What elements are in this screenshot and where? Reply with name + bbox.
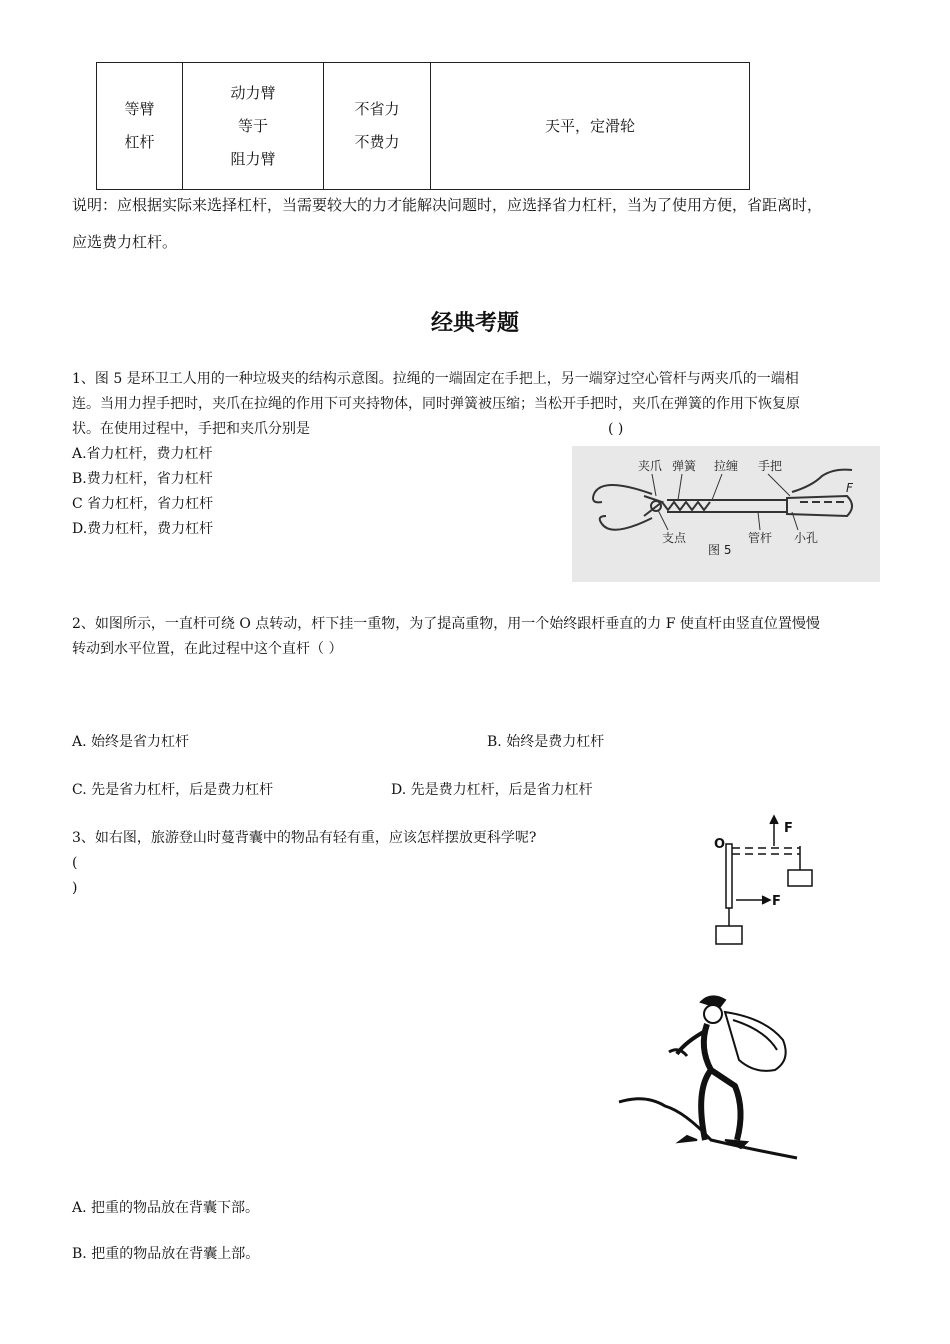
garbage-clamp-diagram xyxy=(572,446,880,582)
lever-type-cell xyxy=(97,63,183,190)
q1-line3: 状。在使用过程中，手把和夹爪分别是 xyxy=(72,421,310,437)
q2-line1: 2、如图所示，一直杆可绕 O 点转动，杆下挂一重物，为了提高重物，用一个始终跟杆垂直的力 F 使直杆由竖直位置慢慢 xyxy=(72,616,820,632)
force-line2: 不费力 xyxy=(354,133,400,151)
label-force: F xyxy=(846,481,853,495)
q2-option-b: B. 始终是费力杠杆 xyxy=(487,734,605,750)
hiker-illustration xyxy=(615,990,805,1160)
lever-type-line1: 等臂 xyxy=(124,100,155,118)
q2-line2: 转动到水平位置，在此过程中这个直杆（ ） xyxy=(72,641,343,657)
note-line1: 说明：应根据实际来选择杠杆，当需要较大的力才能解决问题时，应选择省力杠杆，当为了使用方便，省距离时， xyxy=(72,196,823,214)
label-figure-5: 图 5 xyxy=(708,543,732,557)
q2-option-d: D. 先是费力杠杆，后是省力杠杆 xyxy=(391,782,593,798)
label-pivot-o: O xyxy=(714,837,726,852)
q1-option-a: A.省力杠杆，费力杠杆 xyxy=(72,446,213,462)
q3-paren-close: ) xyxy=(72,880,78,896)
label-tube: 管杆 xyxy=(748,531,773,545)
note-line2: 应选费力杠杆。 xyxy=(72,233,178,251)
label-rope: 拉缠 xyxy=(714,459,739,473)
table-row xyxy=(97,63,750,190)
label-spring: 弹簧 xyxy=(672,459,697,473)
label-force-up: F xyxy=(784,821,793,836)
q1-line1: 1、图 5 是环卫工人用的一种垃圾夹的结构示意图。拉绳的一端固定在手把上，另一端穿过空心管杆与两夹爪的一端相 xyxy=(72,371,799,387)
lever-table xyxy=(96,62,750,190)
force-line1: 不省力 xyxy=(354,100,400,118)
lever-rotation-figure xyxy=(710,810,820,955)
q1-answer-paren: ( ) xyxy=(608,421,624,437)
q3-option-b: B. 把重的物品放在背囊上部。 xyxy=(72,1246,260,1262)
lever-type-line2: 杠杆 xyxy=(124,133,155,151)
force-cell xyxy=(324,63,431,190)
section-title: 经典考题 xyxy=(430,311,519,336)
q3-option-a: A. 把重的物品放在背囊下部。 xyxy=(72,1200,260,1216)
lever-rotation-diagram xyxy=(710,810,820,955)
label-fulcrum: 支点 xyxy=(662,531,687,545)
q1-option-d: D.费力杠杆，费力杠杆 xyxy=(72,521,214,537)
arm-line3: 阻力臂 xyxy=(230,149,276,168)
q2-option-a: A. 始终是省力杠杆 xyxy=(72,734,190,750)
label-force-right: F xyxy=(772,894,781,909)
q1-line2: 连。当用力捏手把时，夹爪在拉绳的作用下可夹持物体，同时弹簧被压缩；当松开手把时，夹爪在弹簧的作用下恢复原 xyxy=(72,396,800,412)
q2-option-c: C. 先是省力杠杆，后是费力杠杆 xyxy=(72,782,274,798)
label-hole: 小孔 xyxy=(794,531,819,545)
arm-line2: 等于 xyxy=(237,116,268,135)
q3-line1: 3、如右图，旅游登山时蔓背囊中的物品有轻有重，应该怎样摆放更科学呢? xyxy=(72,830,537,846)
arm-line1: 动力臂 xyxy=(230,83,276,102)
garbage-clamp-figure xyxy=(572,446,880,582)
q1-option-c: C 省力杠杆，省力杠杆 xyxy=(72,496,214,512)
hiker-figure xyxy=(615,990,805,1160)
label-handle: 手把 xyxy=(758,459,783,473)
label-claw: 夹爪 xyxy=(638,459,663,473)
examples-cell: 天平，定滑轮 xyxy=(431,63,750,190)
q1-option-b: B.费力杠杆，省力杠杆 xyxy=(72,471,213,487)
q3-paren-open: ( xyxy=(72,855,78,871)
arm-relation-cell xyxy=(183,63,324,190)
